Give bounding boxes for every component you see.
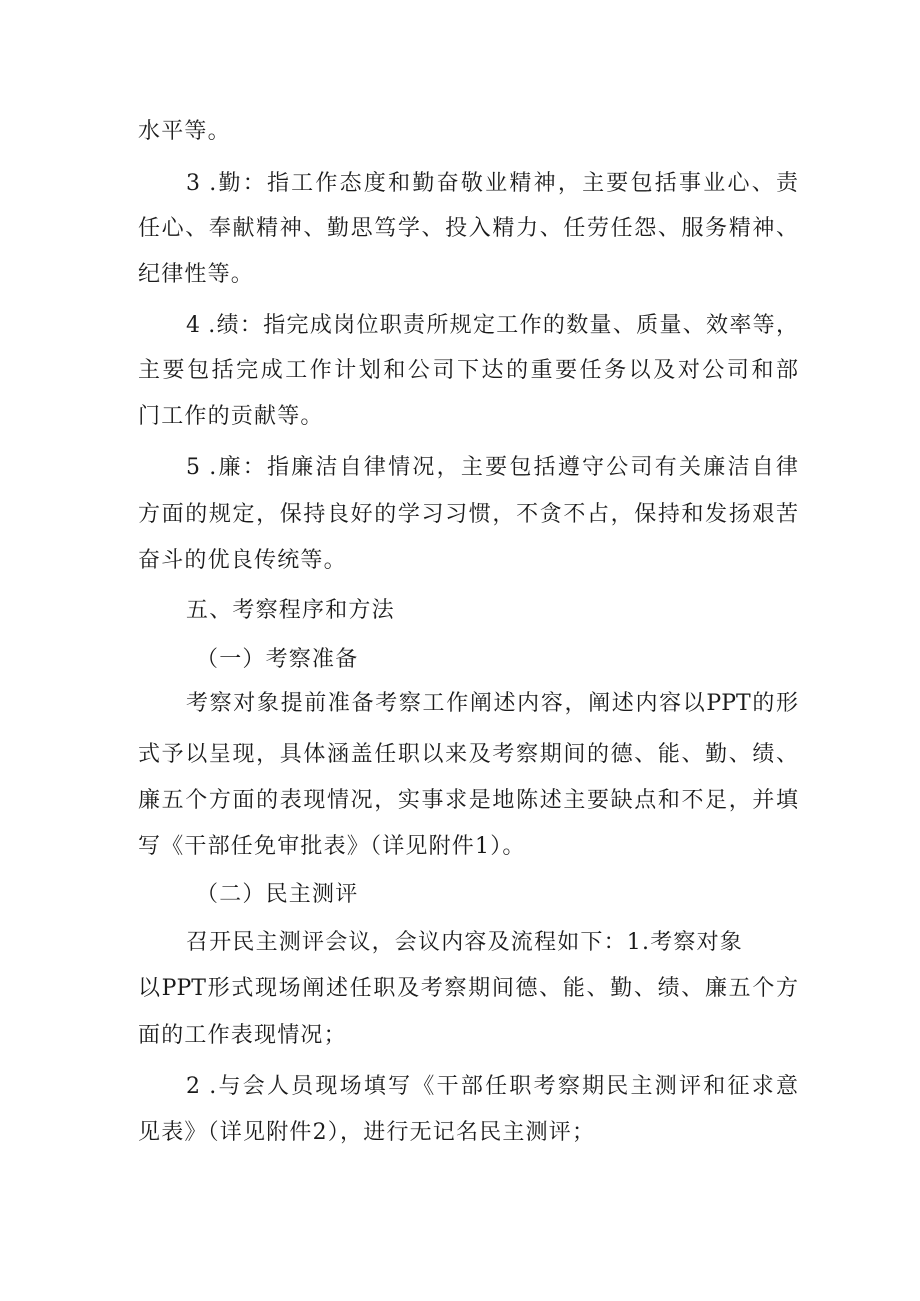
text-line: 任心、奉献精神、勤思笃学、投入精力、任劳任怨、服务精神、 xyxy=(138,216,798,241)
text-line: 4 .绩：指完成岗位职责所规定工作的数量、质量、效率等， xyxy=(186,313,798,338)
text-line: 廉五个方面的表现情况，实事求是地陈述主要缺点和不足，并填 xyxy=(138,788,798,813)
text-line: 以PPT形式现场阐述任职及考察期间德、能、勤、绩、廉五个方 xyxy=(138,976,799,1001)
text-line: 见表》（详见附件2），进行无记名民主测评； xyxy=(138,1120,596,1145)
subsection-heading: （一）考察准备 xyxy=(196,647,359,672)
text-line: 主要包括完成工作计划和公司下达的重要任务以及对公司和部 xyxy=(138,358,798,383)
text-line: 3 .勤：指工作态度和勤奋敬业精神，主要包括事业心、责 xyxy=(186,171,798,196)
text-line: 奋斗的优良传统等。 xyxy=(138,548,347,573)
text-line: 水平等。 xyxy=(138,119,231,144)
text-line: 方面的规定，保持良好的学习习惯，不贪不占，保持和发扬艰苦 xyxy=(138,502,798,527)
text-line: 写《干部任免审批表》（详见附件1）。 xyxy=(138,834,526,859)
text-line: 面的工作表现情况； xyxy=(138,1023,347,1048)
section-heading: 五、考察程序和方法 xyxy=(186,598,395,623)
text-line: 考察对象提前准备考察工作阐述内容，阐述内容以PPT的形 xyxy=(186,691,798,716)
text-line: 式予以呈现，具体涵盖任职以来及考察期间的德、能、勤、绩、 xyxy=(138,742,798,767)
text-line: 纪律性等。 xyxy=(138,262,255,287)
text-line: 召开民主测评会议，会议内容及流程如下：1.考察对象 xyxy=(186,930,743,955)
text-line: 门工作的贡献等。 xyxy=(138,404,324,429)
text-line: 2 .与会人员现场填写《干部任职考察期民主测评和征求意 xyxy=(186,1074,798,1099)
text-line: 5 .廉：指廉洁自律情况，主要包括遵守公司有关廉洁自律 xyxy=(186,455,798,480)
subsection-heading: （二）民主测评 xyxy=(196,882,359,907)
